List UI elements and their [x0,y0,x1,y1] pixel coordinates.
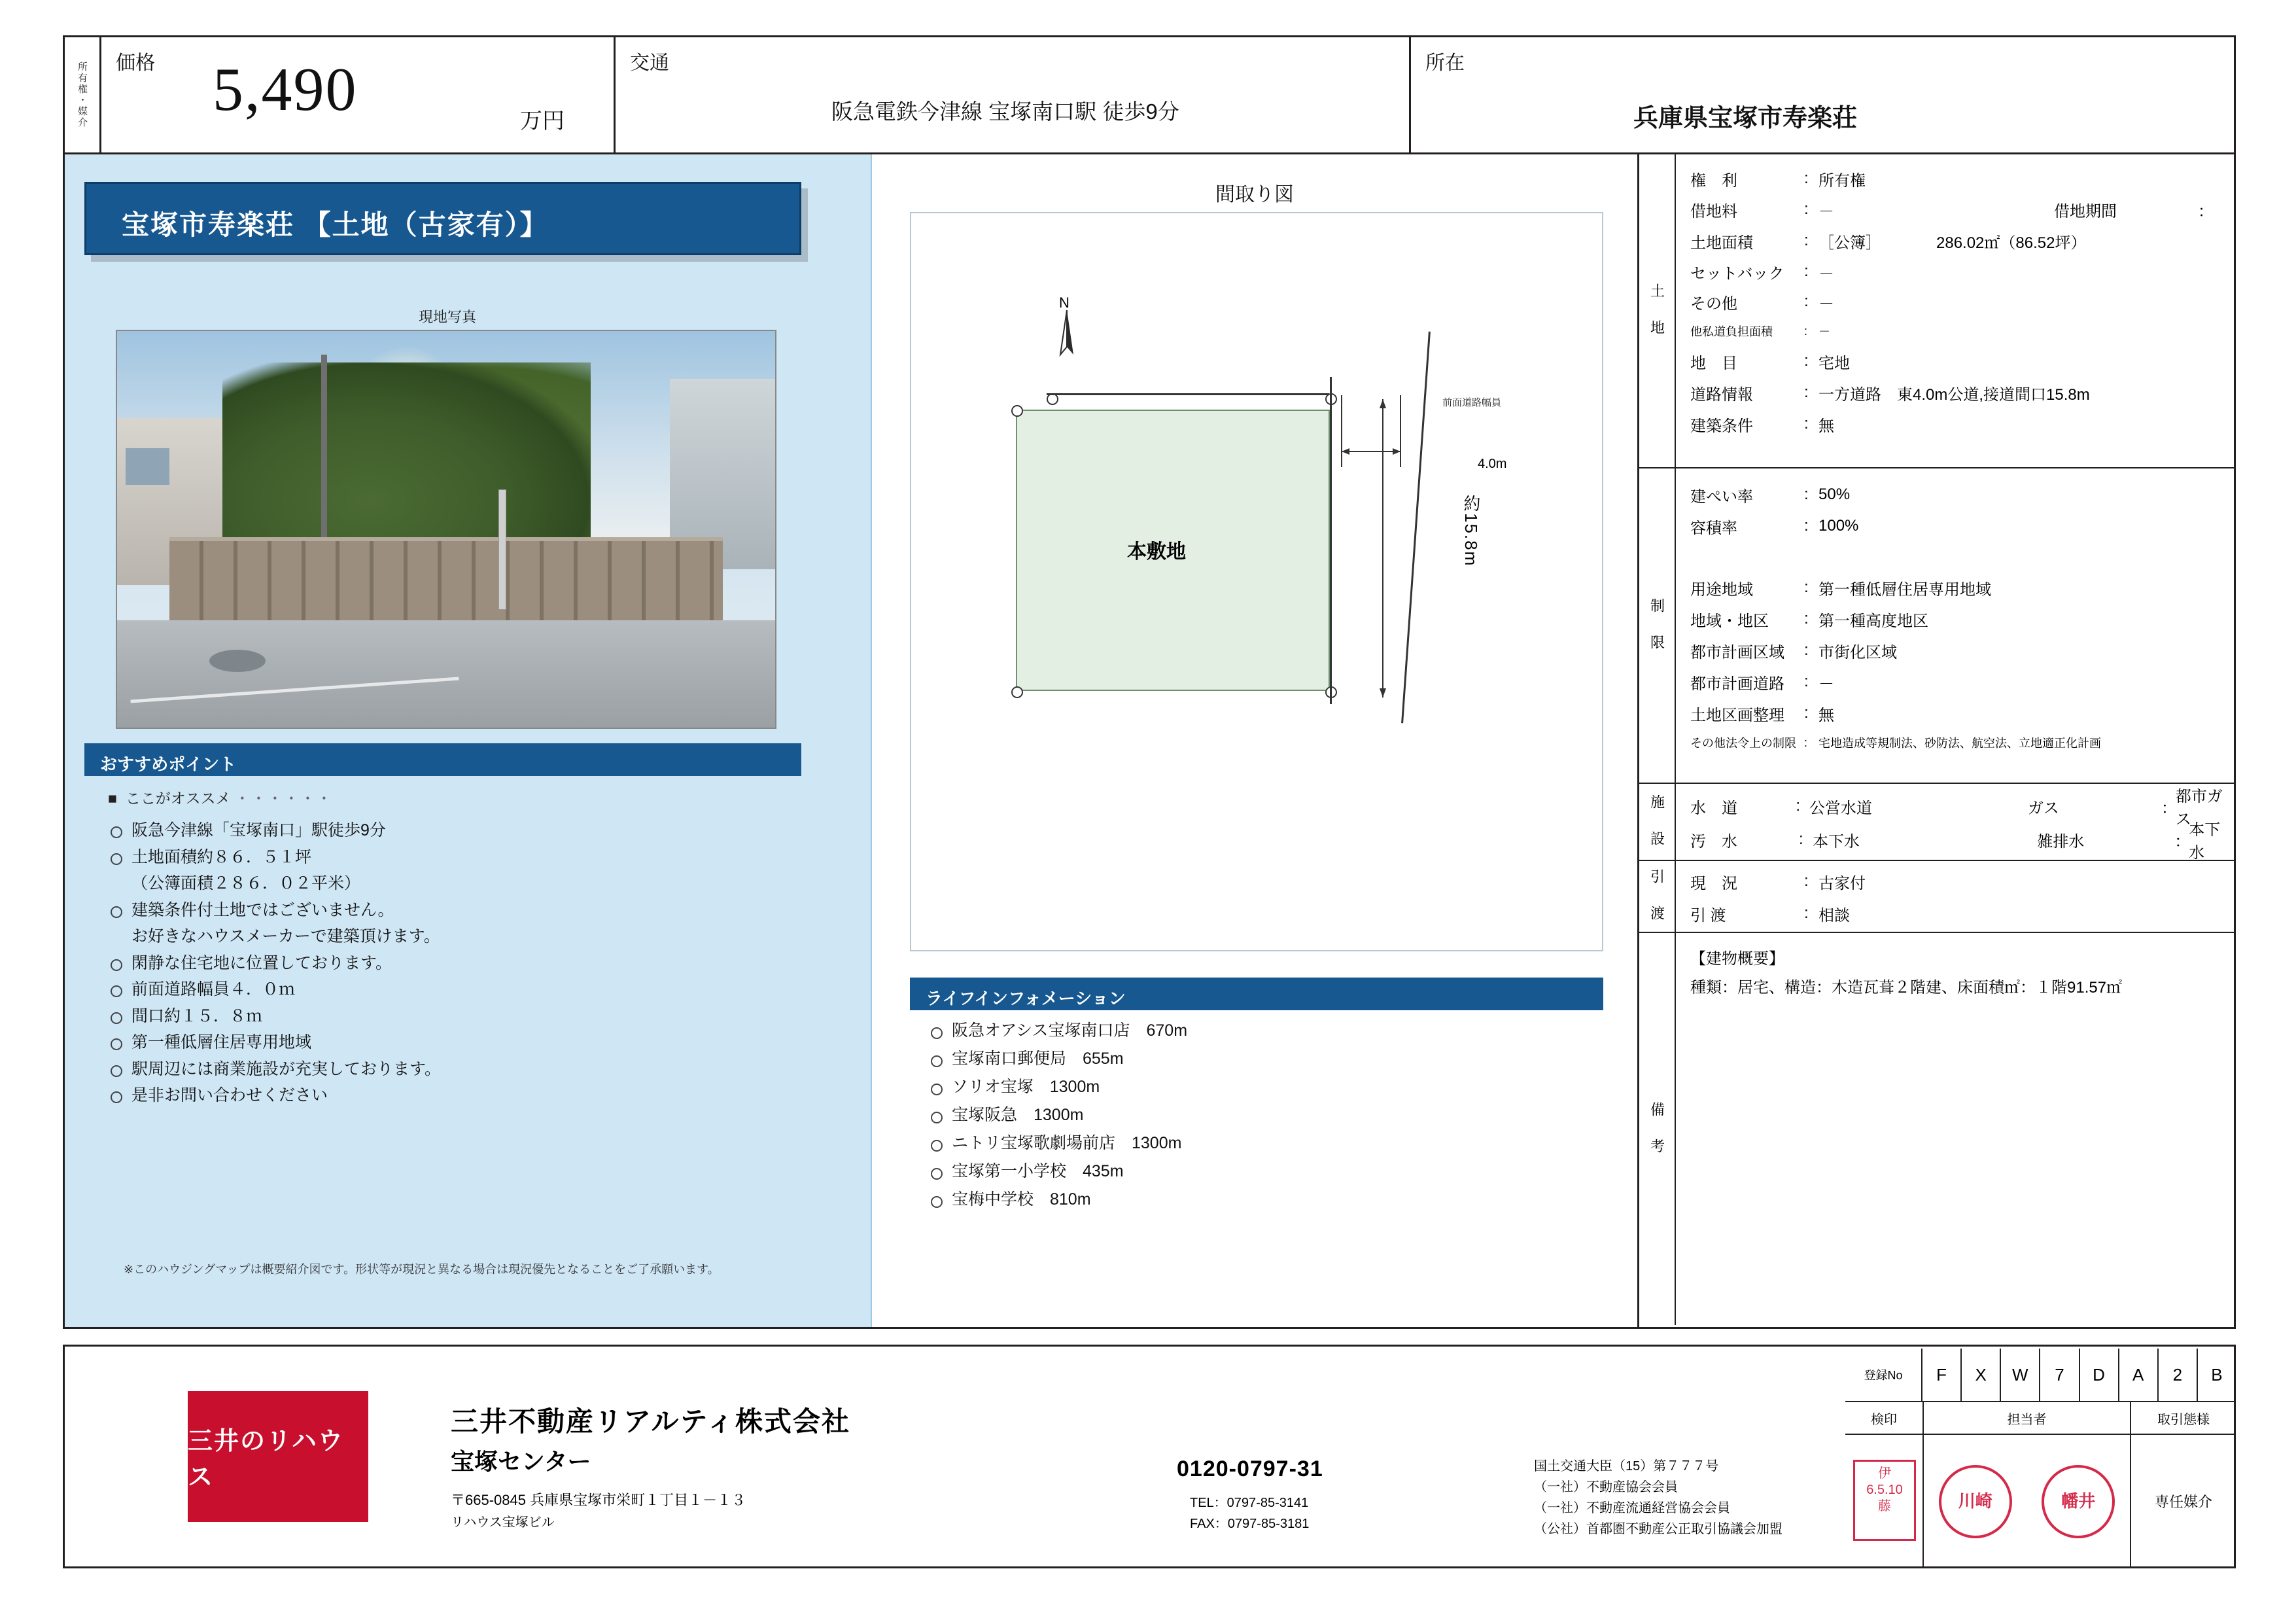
row-value2: 都市ガス [2175,788,2223,828]
compass-north-label: N [1059,294,1070,311]
row-colon: : [1804,610,1809,627]
row-colon: : [1804,200,1809,218]
table-row [1676,898,2234,929]
regno-cell: F [1922,1349,1962,1401]
row-colon: : [1804,735,1808,749]
main-body [63,154,2236,1329]
row-key: 借地料 [1690,202,1737,221]
company-building: リハウス宝塚ビル [451,1515,555,1530]
row-key: 道路情報 [1690,385,1753,404]
row-value: 市街化区域 [1818,643,1897,662]
table-row [1676,256,2234,287]
row-key: 土地面積 [1690,234,1753,252]
middle-panel [871,154,1637,1327]
row-colon: : [1804,415,1809,432]
row-key: 地 目 [1690,354,1737,372]
row-colon: : [1804,324,1808,338]
table-row [1676,164,2234,194]
recommend-point-list [84,817,804,1109]
row-value: 50% [1818,485,1851,503]
table-row [1676,345,2234,377]
row-value: 相談 [1818,906,1850,925]
remarks-heading: 【建物概要】 [1690,949,1784,968]
company-logo [188,1391,368,1522]
property-title: 宝塚市寿楽荘 【土地（古家有）】 [122,209,549,240]
footer [63,1345,2236,1568]
row-value: 宅地造成等規制法、砂防法、航空法、立地適正化計画 [1818,737,2101,750]
road-edge-line [1330,377,1332,704]
company-name: 三井不動産リアルティ株式会社 [451,1406,850,1437]
spec-section-remarks-text: 備 考 [1648,1101,1665,1157]
property-title-plate [84,182,801,255]
row-key: 建ぺい率 [1690,487,1753,506]
row-colon: : [1804,578,1809,596]
list-item: （公簿面積２８６．０２平米） [131,874,361,892]
table-row [1676,942,2234,971]
row-value: 古家付 [1818,874,1866,892]
spec-section-remarks-rows [1676,933,2234,1325]
row-key: 地域・地区 [1690,612,1769,630]
license-number: 国土交通大臣（15）第７７７号 [1534,1459,1719,1474]
row-colon: : [1804,904,1809,922]
list-item: 第一種低層住居専用地域 [109,1029,804,1056]
row-key: 権 利 [1690,171,1737,190]
spec-section-restrictions-rows [1676,468,2234,783]
compass-icon [1050,294,1084,377]
spec-panel [1637,154,2234,1327]
table-row [1676,603,2234,635]
table-row [1676,408,2234,440]
row-value: － [1818,325,1830,338]
table-row [1676,510,2234,542]
list-item: 阪急オアシス宝塚南口店 670m [930,1017,1603,1045]
header-row [63,35,2236,154]
row-colon: : [1804,352,1809,370]
trade-type-label: 取引態様 [2157,1412,2210,1427]
row-value: 無 [1818,706,1834,724]
row-key2: 借地期間 [2054,202,2117,221]
row-colon: : [1804,517,1809,535]
spec-section-remarks [1639,933,2234,1325]
fax-number: FAX：0797-85-3181 [1190,1517,1310,1531]
table-row [1676,971,2234,1000]
location-value: 兵庫県宝塚市寿楽荘 [1633,105,1858,132]
association-2: （一社）不動産流通経営協会会員 [1534,1501,1730,1515]
table-row [1676,317,2234,345]
regno-cell: X [1962,1349,2001,1401]
row-value: 所有権 [1818,171,1866,190]
ownership-vertical-label [65,37,101,152]
list-item: 前面道路幅員４．０ｍ [109,976,804,1003]
spec-section-facilities-rows [1676,784,2234,860]
row-key: 引 渡 [1690,906,1726,925]
life-info-list [910,1017,1603,1214]
site-photo [116,330,776,729]
list-item: 是非お問い合わせください [109,1082,804,1109]
row-value: 100% [1818,517,1859,535]
table-row [1676,572,2234,603]
row-key2: ガス [2027,799,2059,817]
row-colon: : [1804,673,1809,690]
regno-cell: W [2001,1349,2040,1401]
row-colon: : [1804,872,1809,890]
list-item: 建築条件付土地ではございません。 [109,897,804,924]
spec-section-remarks-label [1639,933,1676,1325]
disclaimer-text: ※このハウジングマップは概要紹介図です。形状等が現況と異なる場合は現況優先となることをご了承願います。 [124,1263,720,1276]
spec-section-facilities-text: 施 設 [1648,794,1665,849]
row-colon: : [1799,830,1803,848]
row-value: 無 [1818,417,1834,435]
row-value: ［公簿］ 286.02㎡（86.52坪） [1818,234,2087,252]
frontage-dimension: 約15.8m [1461,495,1481,567]
staff-seal-2: 幡井 [2042,1465,2115,1538]
photo-caption: 現地写真 [418,309,476,325]
spec-section-handover [1639,861,2234,933]
table-row [1676,729,2234,756]
row-key: 水 道 [1690,799,1737,817]
traffic-value: 阪急電鉄今津線 宝塚南口駅 徒歩9分 [831,99,1179,124]
telephone-number: TEL：0797-85-3141 [1190,1496,1309,1510]
row-value: 宅地 [1818,354,1850,372]
row-key: 建築条件 [1690,417,1753,435]
row-colon: : [1804,169,1809,187]
registration-number-row [1845,1349,2236,1402]
spec-section-handover-label [1639,861,1676,932]
row-value: － [1818,264,1834,283]
life-info-header-label: ライフインフォメーション [926,989,1126,1008]
row-value: － [1818,675,1834,693]
life-info-body [910,1017,1603,1214]
ownership-vertical-text: 所有権・媒介 [77,62,88,128]
stamp-header-row [1845,1402,2236,1435]
row-colon2: ： [2174,832,2191,851]
table-row [1676,377,2234,408]
regno-cell: A [2119,1349,2159,1401]
table-row [1676,225,2234,256]
table-row [1676,788,2234,828]
spec-section-handover-rows [1676,861,2234,932]
spec-section-land-label [1639,154,1676,467]
list-item: 宝梅中学校 810m [930,1186,1603,1214]
table-row [1676,697,2234,729]
road-width-note: 前面道路幅員 [1442,397,1502,408]
site-plan-diagram [910,212,1603,951]
price-value: 5,490 [213,56,358,124]
row-colon2: ： [2161,799,2177,817]
row-value: 第一種低層住居専用地域 [1818,580,1991,599]
staff-seal-cell [1924,1435,2131,1568]
location-label: 所在 [1425,52,1465,74]
floorplan-title: 間取り図 [1215,184,1294,205]
row-key: 他私道負担面積 [1690,325,1773,338]
row-colon: : [1804,262,1809,280]
list-item: 間口約１５．８ｍ [109,1003,804,1030]
inspection-seal-label: 検印 [1845,1402,1924,1434]
toll-free-number[interactable]: 0120-0797-31 [1177,1456,1323,1481]
price-label: 価格 [116,52,155,74]
row-colon: : [1796,797,1801,815]
spec-section-restrictions [1639,468,2234,784]
branch-name: 宝塚センター [451,1448,591,1475]
left-panel [65,154,871,1327]
list-item: お好きなハウスメーカーで建築頂けます。 [131,927,440,945]
row-key: 都市計画道路 [1690,675,1784,693]
spec-section-facilities-label [1639,784,1676,860]
location-cell [1411,37,2234,152]
price-cell [101,37,616,152]
row-colon: : [1804,383,1809,401]
list-item: ニトリ宝塚歌劇場前店 1300m [930,1129,1603,1157]
row-colon: : [1804,292,1809,310]
recommend-subtitle-text: ここがオススメ [125,790,231,807]
list-item: 阪急今津線「宝塚南口」駅徒歩9分 [109,817,804,844]
association-1: （一社）不動産協会会員 [1534,1480,1678,1494]
trade-type-value: 専任媒介 [2154,1494,2212,1510]
row-value: － [1818,294,1834,313]
frontage-arrow-icon [1373,395,1393,703]
recommend-body [84,783,804,1109]
row-key: セットバック [1690,264,1784,283]
list-item: 土地面積約８６．５１坪 [109,844,804,871]
row-colon: : [1804,641,1809,659]
row-key: 容積率 [1690,519,1737,537]
inspection-seal-cell [1845,1435,1924,1568]
row-key: その他法令上の制限 [1690,737,1796,750]
staff-seal-1: 川崎 [1939,1465,2012,1538]
row-value: － [1818,202,1834,221]
list-item: 宝塚南口郵便局 655m [930,1045,1603,1073]
life-info-header-bar [910,978,1603,1010]
inspection-seal-stamp: 伊 6.5.10 藤 [1853,1460,1916,1541]
row-value2: 本下水 [2189,821,2221,862]
regno-cell: D [2080,1349,2119,1401]
recommend-header-bar [84,743,801,776]
road-width-value: 4.0m [1478,457,1507,471]
list-item: 閑静な住宅地に位置しております。 [109,950,804,977]
row-key: 用途地域 [1690,580,1753,599]
row-key: 現 況 [1690,874,1737,892]
list-item: 駅周辺には商業施設が充実しております。 [109,1056,804,1083]
staff-label: 担当者 [1924,1402,2131,1434]
table-row [1676,287,2234,317]
spec-section-land-rows [1676,154,2234,467]
spec-table [1639,154,2234,1327]
list-item: ソリオ宝塚 1300m [930,1073,1603,1101]
traffic-cell [616,37,1411,152]
lot-corner-node [1011,405,1023,417]
list-item: 宝塚第一小学校 435m [930,1157,1603,1186]
traffic-label: 交通 [630,52,669,74]
row-colon: : [1804,704,1809,722]
spec-section-facilities [1639,784,2234,861]
lot-polygon [1016,410,1330,691]
registration-number-label: 登録No [1845,1349,1922,1401]
regno-cell: 2 [2159,1349,2198,1401]
row-key: 都市計画区域 [1690,643,1784,662]
spec-section-land [1639,154,2234,468]
spec-section-handover-text: 引 渡 [1648,869,1665,924]
row-value: 公営水道 [1809,799,1872,817]
row-value: 第一種高度地区 [1818,612,1928,630]
row-key: 汚 水 [1690,832,1737,851]
company-logo-text: 三井のリハウス [188,1428,344,1491]
spec-section-restrictions-text: 制 限 [1648,598,1665,653]
table-row [1676,194,2234,225]
spec-section-restrictions-label [1639,468,1676,783]
table-row [1676,865,2234,898]
row-key2: 雑排水 [2037,832,2085,851]
row-colon: : [1804,232,1809,249]
row-key: その他 [1690,294,1737,313]
table-row-spacer [1676,542,2234,572]
spec-section-land-text: 土 地 [1648,283,1665,338]
regno-cell: 7 [2040,1349,2079,1401]
row-key: 土地区画整理 [1690,706,1784,724]
table-row [1676,666,2234,697]
recommend-subtitle-dash: ・・・・・・ [234,790,333,807]
row-colon: : [1804,485,1809,503]
table-row [1676,479,2234,510]
table-row [1676,821,2234,862]
association-3: （公社）首都圏不動産公正取引協議会加盟 [1534,1522,1783,1536]
company-address: 〒665-0845 兵庫県宝塚市栄町１丁目１－１３ [451,1492,746,1508]
stamp-body-row [1845,1435,2236,1568]
recommend-subtitle: ■ ここがオススメ ・・・・・・ [108,790,333,807]
row-colon2: ： [2198,202,2214,221]
table-row [1676,635,2234,666]
remarks-text: 種類：居宅、構造：木造瓦葺２階建、床面積㎡：１階91.57㎡ [1690,978,2123,997]
lot-label: 本敷地 [1127,541,1186,563]
lot-top-line [1047,393,1329,395]
lot-corner-node [1011,686,1023,698]
price-unit: 万円 [520,109,565,133]
row-value: 一方道路 東4.0m公道,接道間口15.8m [1818,385,2090,404]
list-item: 宝塚阪急 1300m [930,1101,1603,1129]
recommend-header-label: おすすめポイント [100,754,237,774]
regno-cell: B [2211,1364,2223,1385]
row-value: 本下水 [1812,832,1860,851]
